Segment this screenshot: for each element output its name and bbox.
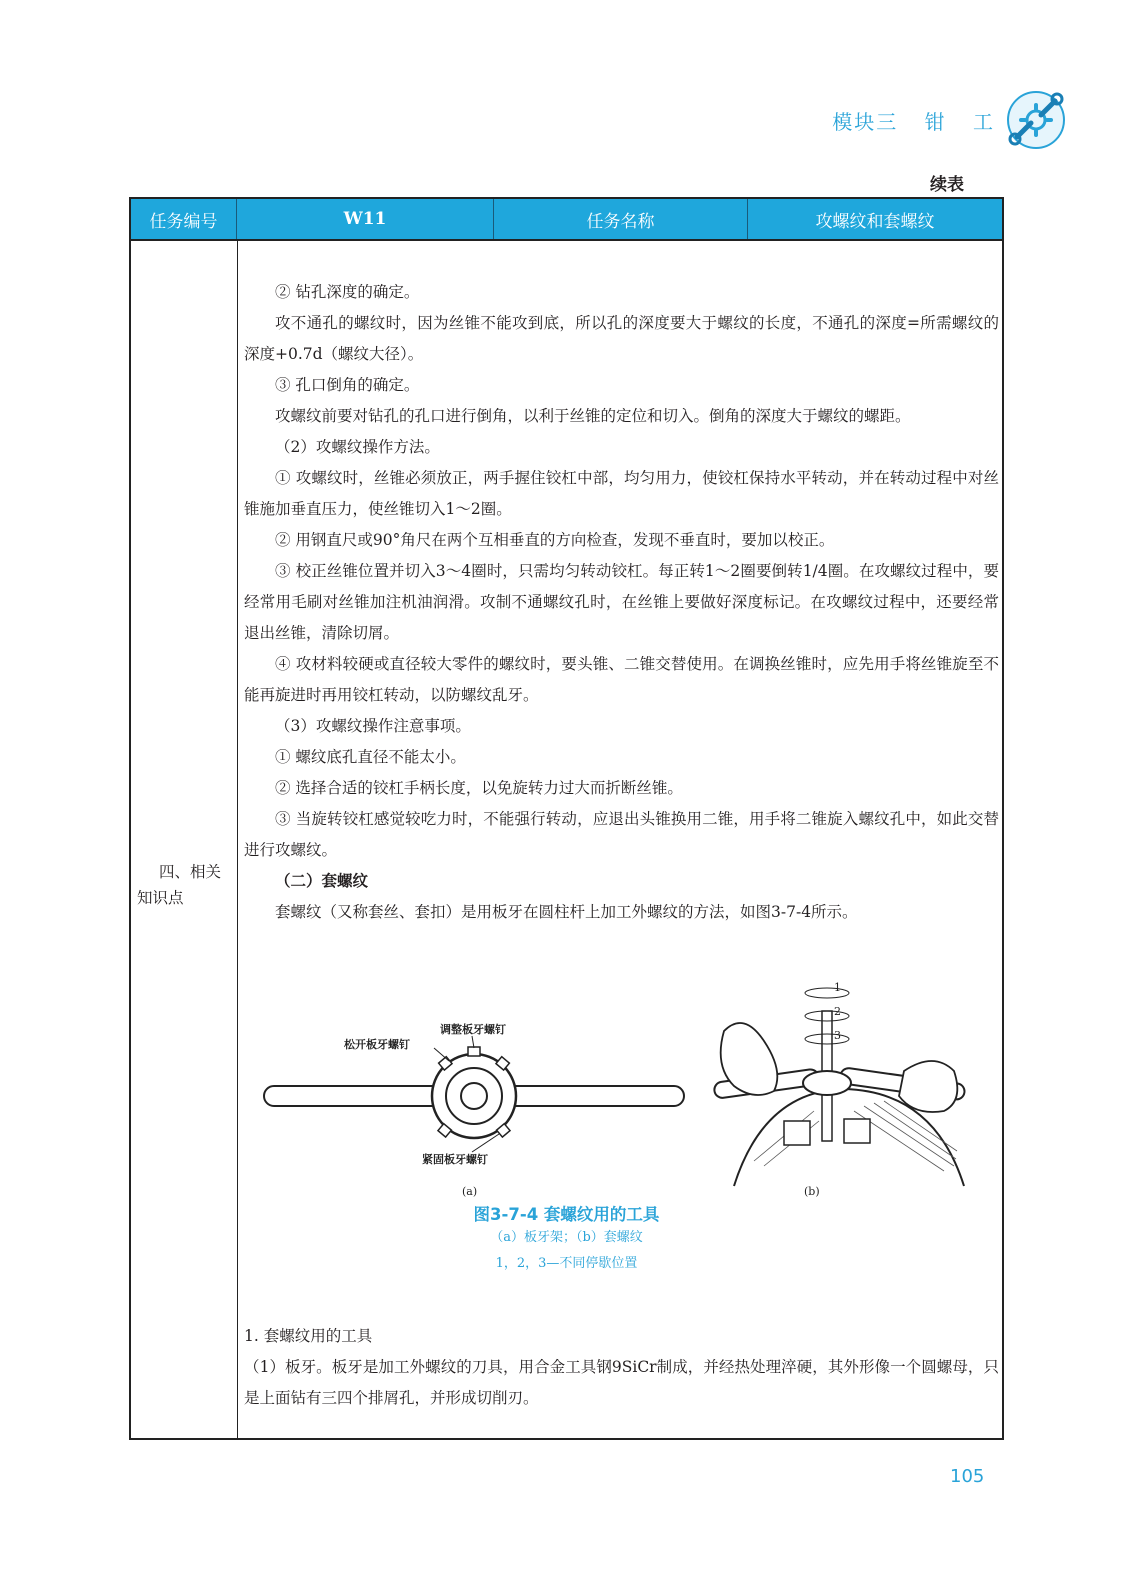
paragraph: ② 钻孔深度的确定。 [275,283,420,301]
continued-label: 续表 [930,175,964,195]
paragraph: ③ 校正丝锥位置并切入3～4圈时，只需均匀转动铰杠。每正转1～2圈要倒转1/4圈。在攻螺纹过程中，要经常用毛刷对丝锥加注机油润滑。攻制不通螺纹孔时，在丝锥上要做好深度标记。在攻螺纹过程中，还要经常退出丝锥，清除切屑。 [244,562,999,642]
paragraph: 攻不通孔的螺纹时，因为丝锥不能攻到底，所以孔的深度要大于螺纹的长度，不通孔的深度=所需螺纹的深度+0.7d（螺纹大径）。 [244,314,999,363]
task-code-label: 任务编号 [131,199,237,239]
task-name: 攻螺纹和套螺纹 [815,211,935,232]
subfigure-b-label: (b) [804,1185,820,1198]
paragraph: ① 攻螺纹时，丝锥必须放正，两手握住铰杠中部，均匀用力，使铰杠保持水平转动，并在转动过程中对丝锥施加垂直压力，使丝锥切入1～2圈。 [244,469,999,518]
threading-operation-drawing [713,981,965,1198]
tools-section [244,1321,999,1414]
paragraph: ③ 当旋转铰杠感觉较吃力时，不能强行转动，应退出头锥换用二锥，用手将二锥旋入螺纹孔中，如此交替进行攻螺纹。 [244,810,999,859]
content-body [244,277,999,928]
label-tighten-screw: 紧固板牙螺钉 [422,1153,488,1166]
paragraph: ④ 攻材料较硬或直径较大零件的螺纹时，要头锥、二锥交替使用。在调换丝锥时，应先用手将丝锥旋至不能再旋进时再用铰杠转动，以防螺纹乱牙。 [244,655,999,704]
figure-subtitle-2: 1，2，3—不同停歇位置 [495,1256,638,1271]
paragraph: ② 用钢直尺或90°角尺在两个互相垂直的方向检查，发现不垂直时，要加以校正。 [275,531,835,549]
paragraph: 攻螺纹前要对钻孔的孔口进行倒角，以利于丝锥的定位和切入。倒角的深度大于螺纹的螺距。 [275,407,911,425]
position-label-3: 3 [834,1029,841,1042]
section-heading: 1. 套螺纹用的工具 [244,1327,373,1345]
figure-subtitle-1: （a）板牙架；（b）套螺纹 [490,1230,643,1245]
label-loosen-screw: 松开板牙螺钉 [344,1038,410,1051]
paragraph: 套螺纹（又称套丝、套扣）是用板牙在圆柱杆上加工外螺纹的方法，如图3-7-4所示。 [275,903,858,921]
module-title: 模块三 钳 工 [832,109,995,134]
page-header [832,90,1067,150]
task-name-label: 任务名称 [494,199,748,239]
wrench-gear-icon [1005,89,1067,151]
label-adjust-screw: 调整板牙螺钉 [440,1023,506,1036]
paragraph: （1）板牙。板牙是加工外螺纹的刀具，用合金工具钢9SiCr制成，并经热处理淬硬，其外形像一个圆螺母，只是上面钻有三四个排屑孔，并形成切削刃。 [244,1358,999,1407]
paragraph: ① 螺纹底孔直径不能太小。 [275,748,466,766]
task-table [129,197,1004,1440]
section-label-line2: 知识点 [137,889,184,907]
figure-illustration [244,971,999,1203]
position-label-1: 1 [834,981,841,994]
subfigure-a-label: (a) [462,1185,478,1198]
paragraph: ③ 孔口倒角的确定。 [275,376,420,394]
task-code: W11 [237,199,494,239]
section-label [137,859,235,911]
table-header [131,199,1002,241]
position-label-2: 2 [834,1005,841,1018]
figure-title: 图3-7-4 套螺纹用的工具 [473,1205,660,1224]
page-number: 105 [950,1466,985,1487]
subsection-heading: （二）套螺纹 [275,872,369,890]
section-label-line1: 四、相关 [159,863,222,881]
paragraph: （3）攻螺纹操作注意事项。 [275,717,471,735]
figure-caption [131,1201,1002,1277]
die-stock-drawing [264,1022,684,1198]
paragraph: ② 选择合适的铰杠手柄长度，以免旋转力过大而折断丝锥。 [275,779,683,797]
paragraph: （2）攻螺纹操作方法。 [275,438,440,456]
